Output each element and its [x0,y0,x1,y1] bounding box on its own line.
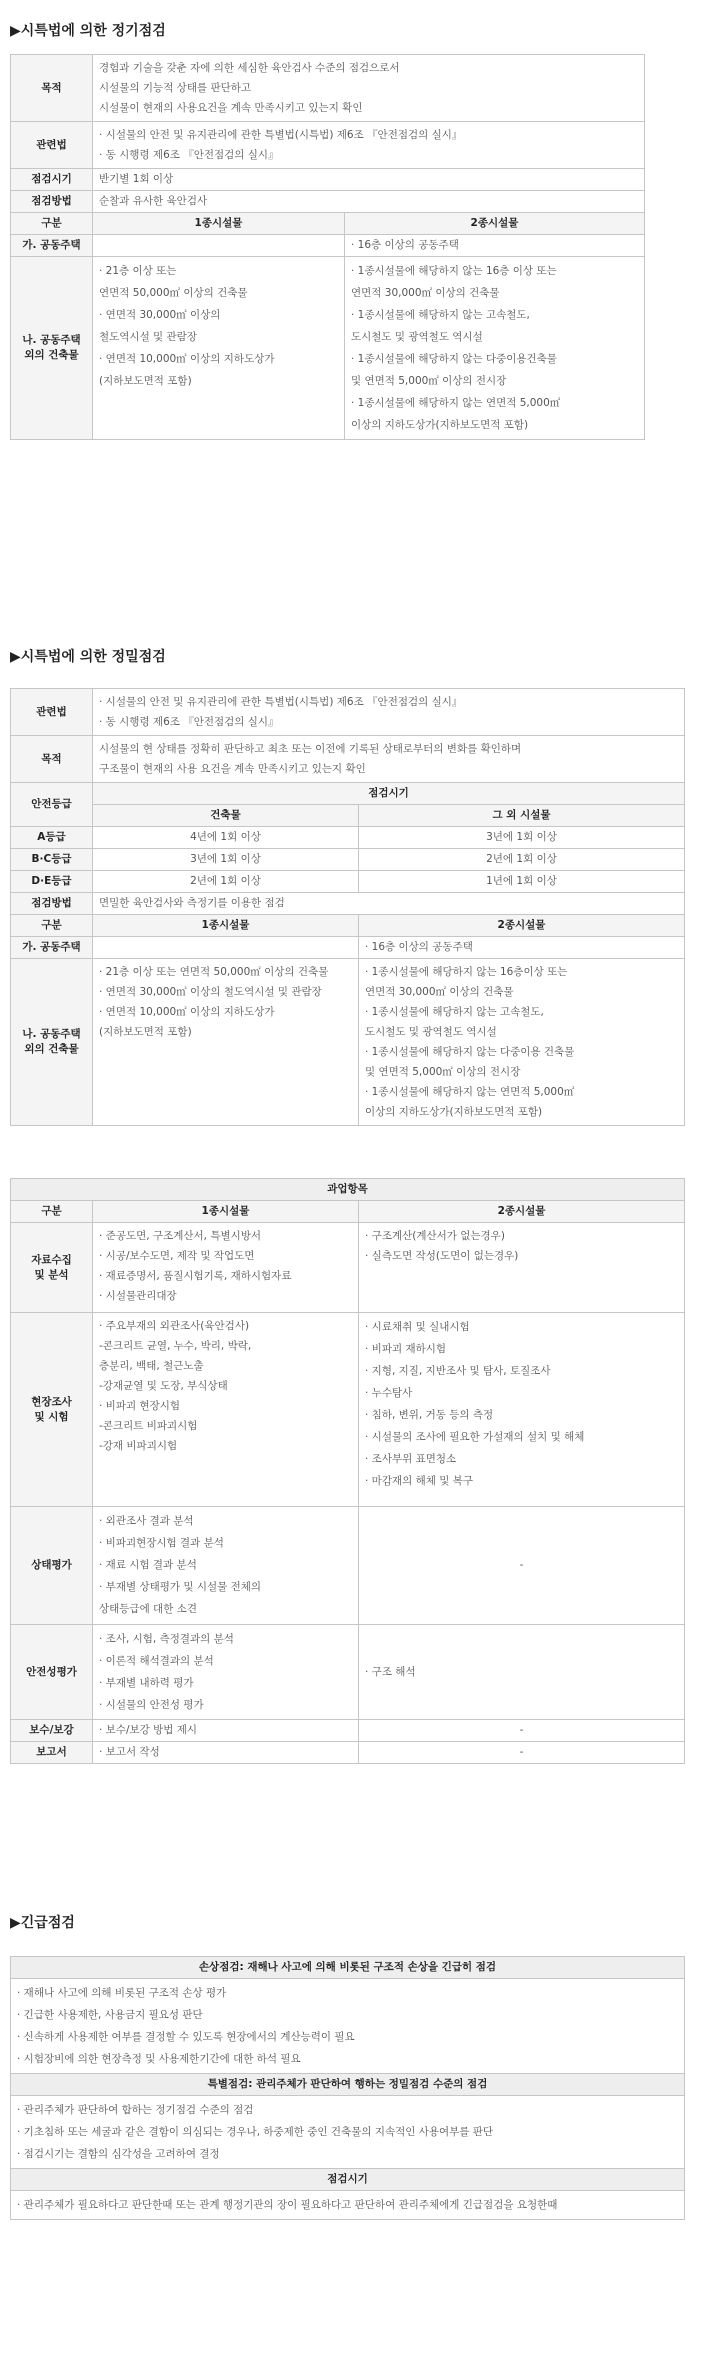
purpose-line: 경험과 기술을 갖춘 자에 의한 세심한 육안검사 수준의 점검으로서 [99,62,400,74]
law-label: 관련법 [11,122,93,169]
detailed-inspection-table [10,688,685,1126]
list-item: · 비파괴 현장시험 [99,1400,181,1412]
list-item: · 1종시설물에 해당하지 않는 연면적 5,000㎡ [351,397,561,409]
building-label: 나. 공동주택 외의 건축물 [11,257,93,440]
detailed-inspection-title: ▶시특법에 의한 정밀점검 [10,649,166,665]
apartment-class2: · 16층 이상의 공동주택 [345,235,645,257]
list-item: · 비파괴 재하시험 [365,1343,447,1355]
grade-building-cell: 3년에 1회 이상 [93,849,359,871]
grade-building-cell: 2년에 1회 이상 [93,871,359,893]
list-item: · 지형, 지질, 지반조사 및 탐사, 토질조사 [365,1365,551,1377]
list-item: · 관리주체가 판단하여 합하는 정기점검 수준의 점검 [17,2104,254,2116]
list-item: 연면적 30,000㎡ 이상의 건축물 [365,986,514,998]
list-item: · 누수탐사 [365,1387,413,1399]
list-item: 연면적 50,000㎡ 이상의 건축물 [99,287,248,299]
list-item: · 1종시설물에 해당하지 않는 16층 이상 또는 [351,265,557,277]
purpose-line: 시설물이 현재의 사용요건을 계속 만족시키고 있는지 확인 [99,102,363,114]
list-item: · 신속하게 사용제한 여부를 결정할 수 있도록 현장에서의 계산능력이 필요 [17,2031,355,2043]
grade-cell: B·C등급 [11,849,93,871]
class1-cell: · 보수/보강 방법 제시 [93,1720,359,1742]
list-item: · 연면적 30,000㎡ 이상의 철도역시설 및 관람장 [99,986,322,998]
list-item: · 준공도면, 구조계산서, 특별시방서 [99,1230,262,1242]
table-row [11,849,685,871]
purpose-cell [93,736,685,783]
grade-other-cell: 1년에 1회 이상 [359,871,685,893]
table-row [11,1507,685,1625]
list-item: · 실측도면 작성(도면이 없는경우) [365,1250,519,1262]
emergency-inspection-title: ▶긴급점검 [10,1915,75,1931]
list-item: · 21층 이상 또는 연면적 50,000㎡ 이상의 건축물 [99,966,329,978]
grade-cell: A등급 [11,827,93,849]
method-value: 순찰과 유사한 육안검사 [93,191,645,213]
list-item: 및 연면적 5,000㎡ 이상의 전시장 [365,1066,521,1078]
building-col-header: 건축물 [93,805,359,827]
grade-other-cell: 2년에 1회 이상 [359,849,685,871]
class1-cell [93,1223,359,1313]
class2-cell: - [359,1742,685,1764]
emergency-period-header: 점검시기 [11,2169,685,2191]
list-item: · 점검시기는 결함의 심각성을 고려하여 결정 [17,2148,220,2160]
class1-cell [93,1313,359,1507]
apartment-class1 [93,235,345,257]
list-item: · 1종시설물에 해당하지 않는 다중이용건축물 [351,353,557,365]
list-item: · 부재별 내하력 평가 [99,1677,194,1689]
class1-header: 1종시설물 [93,213,345,235]
law-line: · 시설물의 안전 및 유지관리에 관한 특별법(시특법) 제6조 『안전점검의 실시』 [99,696,463,708]
apartment-label: 가. 공동주택 [11,937,93,959]
table-row [11,1742,685,1764]
list-item: 이상의 지하도상가(지하보도면적 포함) [365,1106,543,1118]
list-item: · 긴급한 사용제한, 사용금지 필요성 판단 [17,2009,203,2021]
row-label: 상태평가 [11,1507,93,1625]
list-item: · 부재별 상태평가 및 시설물 전체의 [99,1581,262,1593]
row-label: 안전성평가 [11,1625,93,1720]
purpose-label: 목적 [11,736,93,783]
list-item: · 1종시설물에 해당하지 않는 16층이상 또는 [365,966,568,978]
list-item: 및 연면적 5,000㎡ 이상의 전시장 [351,375,507,387]
class2-cell: - [359,1720,685,1742]
law-line: · 동 시행령 제6조 『안전점검의 실시』 [99,149,279,161]
list-item: · 연면적 30,000㎡ 이상의 [99,309,221,321]
row-label: 현장조사 및 시험 [11,1313,93,1507]
class2-cell: - [359,1507,685,1625]
list-item: · 연면적 10,000㎡ 이상의 지하도상가 [99,353,275,365]
table-row [11,827,685,849]
class2-cell [359,1223,685,1313]
table-row [11,1223,685,1313]
list-item: · 1종시설물에 해당하지 않는 고속철도, [351,309,530,321]
law-line: · 동 시행령 제6조 『안전점검의 실시』 [99,716,279,728]
list-item: · 연면적 10,000㎡ 이상의 지하도상가 [99,1006,275,1018]
class1-header: 1종시설물 [93,1201,359,1223]
list-item: 이상의 지하도상가(지하보도면적 포함) [351,419,529,431]
periodic-inspection-table [10,54,645,440]
law-cell [93,689,685,736]
building-class1 [93,959,359,1126]
list-item: (지하보도면적 포함) [99,375,192,387]
purpose-cell [93,55,645,122]
list-item: -강재균열 및 도장, 부식상태 [99,1380,228,1392]
building-class2 [345,257,645,440]
class1-cell [93,1625,359,1720]
class2-cell: · 구조 해석 [359,1625,685,1720]
list-item: -콘크리트 비파괴시험 [99,1420,198,1432]
list-item: · 조사, 시험, 측정결과의 분석 [99,1633,234,1645]
law-line: · 시설물의 안전 및 유지관리에 관한 특별법(시특법) 제6조 『안전점검의 실시』 [99,129,463,141]
period-header: 점검시기 [93,783,685,805]
building-class1 [93,257,345,440]
emergency-period-cell [11,2191,685,2220]
law-label: 관련법 [11,689,93,736]
other-col-header: 그 외 시설물 [359,805,685,827]
list-item: · 마감재의 해체 및 복구 [365,1475,473,1487]
grade-building-cell: 4년에 1회 이상 [93,827,359,849]
list-item: · 주요부재의 외관조사(육안검사) [99,1320,250,1332]
list-item: · 재료증명서, 품질시험기록, 재하시험자료 [99,1270,292,1282]
task-items-table [10,1178,685,1764]
class1-cell: · 보고서 작성 [93,1742,359,1764]
list-item: · 구조계산(계산서가 없는경우) [365,1230,505,1242]
list-item: · 관리주체가 필요하다고 판단한때 또는 관계 행정기관의 장이 필요하다고 판단하여 관리주체에게 긴급점검을 요청한때 [17,2199,558,2211]
special-inspection-cell [11,2096,685,2169]
table-row [11,1313,685,1507]
class-label: 구분 [11,1201,93,1223]
purpose-label: 목적 [11,55,93,122]
damage-inspection-header: 손상점검: 재해나 사고에 의해 비롯된 구조적 손상을 긴급히 점검 [11,1957,685,1979]
class2-header: 2종시설물 [359,1201,685,1223]
list-item: · 조사부위 표면청소 [365,1453,457,1465]
building-class2 [359,959,685,1126]
list-item: (지하보도면적 포함) [99,1026,192,1038]
list-item: · 재해나 사고에 의해 비롯된 구조적 손상 평가 [17,1987,227,1999]
method-label: 점검방법 [11,191,93,213]
table-row [11,1625,685,1720]
row-label: 보수/보강 [11,1720,93,1742]
method-value: 면밀한 육안검사와 측정기를 이용한 점검 [93,893,685,915]
list-item: 상태등급에 대한 소견 [99,1603,197,1615]
class1-header: 1종시설물 [93,915,359,937]
apartment-class1 [93,937,359,959]
period-value: 반기별 1회 이상 [93,169,645,191]
table-row [11,1720,685,1742]
purpose-line: 구조물이 현재의 사용 요건을 계속 만족시키고 있는지 확인 [99,763,366,775]
list-item: · 외관조사 결과 분석 [99,1515,194,1527]
class2-header: 2종시설물 [359,915,685,937]
law-cell [93,122,645,169]
class1-cell [93,1507,359,1625]
damage-inspection-cell [11,1979,685,2074]
special-inspection-header: 특별점검: 관리주체가 판단하여 행하는 정밀점검 수준의 점검 [11,2074,685,2096]
list-item: · 기초침하 또는 세굴과 같은 결함이 의심되는 경우나, 하중제한 중인 건축물의 지속적인 사용여부를 판단 [17,2126,494,2138]
list-item: · 시료채취 및 실내시험 [365,1321,470,1333]
grade-label: 안전등급 [11,783,93,827]
grade-cell: D·E등급 [11,871,93,893]
list-item: · 시설물관리대장 [99,1290,177,1302]
periodic-inspection-title: ▶시특법에 의한 정기점검 [10,23,166,39]
class-label: 구분 [11,213,93,235]
class2-cell [359,1313,685,1507]
list-item: 도시철도 및 광역철도 역시설 [351,331,483,343]
row-label: 자료수집 및 분석 [11,1223,93,1313]
list-item: · 침하, 변위, 거동 등의 측정 [365,1409,494,1421]
period-label: 점검시기 [11,169,93,191]
list-item: 층분리, 백태, 철근노출 [99,1360,204,1372]
list-item: · 시설물의 안전성 평가 [99,1699,204,1711]
class2-header: 2종시설물 [345,213,645,235]
list-item: · 21층 이상 또는 [99,265,177,277]
list-item: 연면적 30,000㎡ 이상의 건축물 [351,287,500,299]
list-item: · 1종시설물에 해당하지 않는 고속철도, [365,1006,544,1018]
list-item: 철도역시설 및 관람장 [99,331,197,343]
list-item: · 이론적 해석결과의 분석 [99,1655,214,1667]
list-item: · 시험장비에 의한 현장측정 및 사용제한기간에 대한 하석 필요 [17,2053,301,2065]
list-item: · 1종시설물에 해당하지 않는 다중이용 건축물 [365,1046,575,1058]
list-item: · 시설물의 조사에 필요한 가설재의 설치 및 해체 [365,1431,585,1443]
list-item: 도시철도 및 광역철도 역시설 [365,1026,497,1038]
grade-other-cell: 3년에 1회 이상 [359,827,685,849]
task-items-title: 과업항목 [11,1179,685,1201]
row-label: 보고서 [11,1742,93,1764]
list-item: -강재 비파괴시험 [99,1440,178,1452]
apartment-class2: · 16층 이상의 공동주택 [359,937,685,959]
list-item: -콘크리트 균열, 누수, 박리, 박락, [99,1340,252,1352]
purpose-line: 시설물의 기능적 상태를 판단하고 [99,82,252,94]
list-item: · 시공/보수도면, 제작 및 작업도면 [99,1250,255,1262]
method-label: 점검방법 [11,893,93,915]
purpose-line: 시설물의 현 상태를 정확히 판단하고 최초 또는 이전에 기록된 상태로부터의 변화를 확인하며 [99,743,522,755]
list-item: · 1종시설물에 해당하지 않는 연면적 5,000㎡ [365,1086,575,1098]
list-item: · 재료 시험 결과 분석 [99,1559,197,1571]
building-label: 나. 공동주택 외의 건축물 [11,959,93,1126]
emergency-inspection-table [10,1956,685,2220]
class-label: 구분 [11,915,93,937]
list-item: · 비파괴현장시험 결과 분석 [99,1537,224,1549]
apartment-label: 가. 공동주택 [11,235,93,257]
table-row [11,871,685,893]
